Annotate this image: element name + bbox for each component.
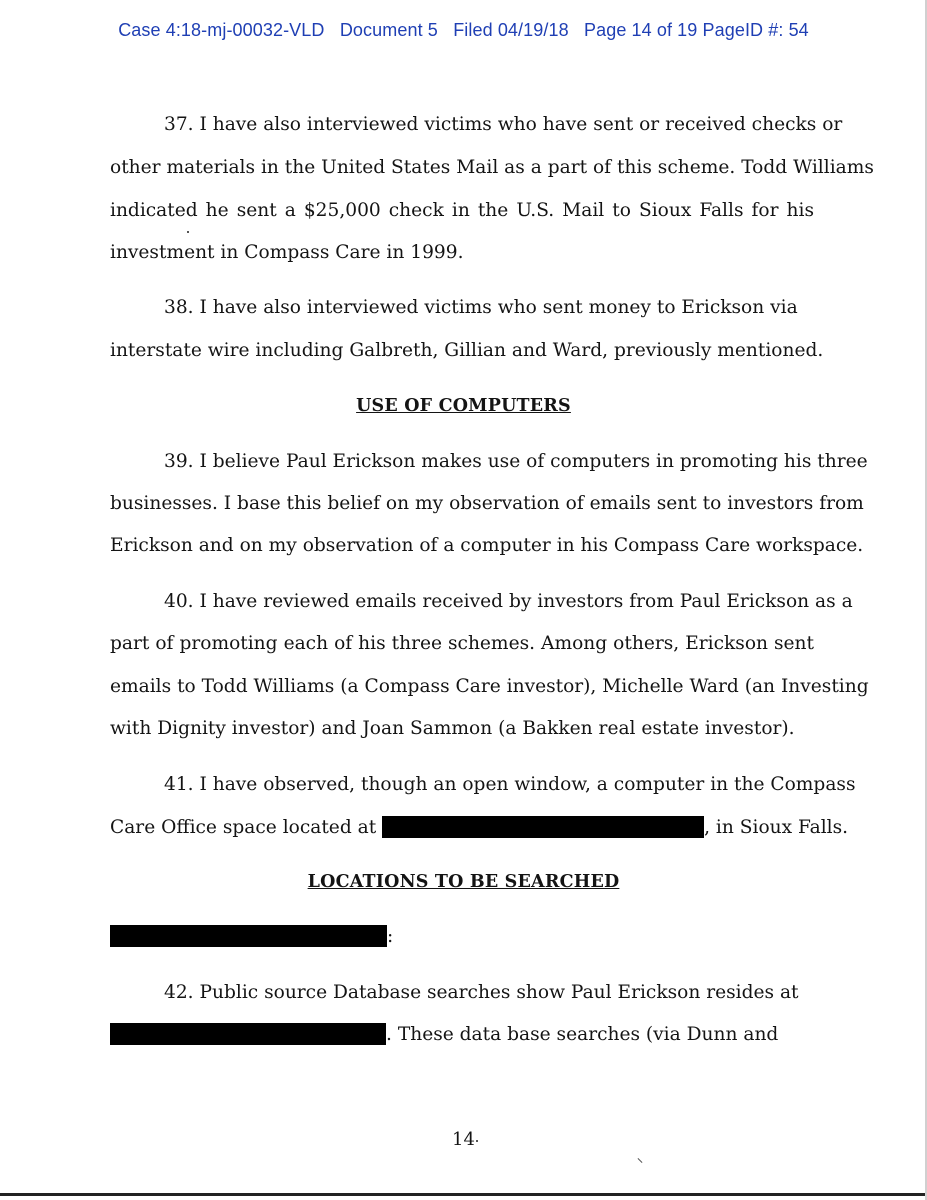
- paragraph-40-line-3: emails to Todd Williams (a Compass Care investor), Michelle Ward (an Investing: [110, 676, 869, 697]
- paragraph-37-line-2: other materials in the United States Mail as a part of this scheme. Todd Williams: [110, 157, 874, 178]
- paragraph-42-line-2: [110, 1023, 778, 1046]
- scan-speck: [187, 231, 189, 233]
- redaction-bar: [110, 925, 387, 947]
- case-header: [0, 20, 927, 41]
- redaction-bar: [110, 1023, 386, 1045]
- paragraph-42-text-after: . These data base searches (via Dunn and: [386, 1024, 779, 1045]
- page-id: PageID #: 54: [702, 20, 809, 40]
- page-number: 14: [452, 1129, 475, 1150]
- paragraph-38-line-1: 38. I have also interviewed victims who sent money to Erickson via: [164, 297, 798, 318]
- case-number: Case 4:18-mj-00032-VLD: [118, 20, 325, 40]
- paragraph-41-text-after: , in Sioux Falls.: [704, 817, 849, 838]
- location-line: [110, 925, 393, 948]
- scan-speck: [476, 1140, 478, 1142]
- paragraph-41-line-1: 41. I have observed, though an open window, a computer in the Compass: [164, 774, 856, 795]
- paragraph-37-line-4: investment in Compass Care in 1999.: [110, 242, 464, 263]
- paragraph-40-line-1: 40. I have reviewed emails received by investors from Paul Erickson as a: [164, 591, 853, 612]
- paragraph-42-line-1: 42. Public source Database searches show Paul Erickson resides at: [164, 982, 799, 1003]
- paragraph-40-line-2: part of promoting each of his three schemes. Among others, Erickson sent: [110, 633, 814, 654]
- filed-date: Filed 04/19/18: [453, 20, 569, 40]
- paragraph-37-line-3: indicated he sent a $25,000 check in the U.S. Mail to Sioux Falls for his: [110, 200, 814, 221]
- location-colon: :: [387, 926, 394, 947]
- paragraph-37-line-1: 37. I have also interviewed victims who have sent or received checks or: [164, 114, 843, 135]
- paragraph-39-line-2: businesses. I base this belief on my observation of emails sent to investors from: [110, 493, 864, 514]
- redaction-bar: [382, 816, 704, 838]
- paragraph-40-line-4: with Dignity investor) and Joan Sammon (a Bakken real estate investor).: [110, 718, 795, 739]
- paragraph-39-line-3: Erickson and on my observation of a computer in his Compass Care workspace.: [110, 535, 864, 556]
- heading-use-of-computers: USE OF COMPUTERS: [356, 396, 571, 416]
- paragraph-41-line-2: [110, 816, 848, 839]
- scan-speck: [638, 1158, 643, 1163]
- document-number: Document 5: [339, 20, 438, 40]
- paragraph-38-line-2: interstate wire including Galbreth, Gillian and Ward, previously mentioned.: [110, 340, 824, 361]
- scan-bottom-edge: [0, 1193, 927, 1196]
- paragraph-39-line-1: 39. I believe Paul Erickson makes use of computers in promoting his three: [164, 451, 868, 472]
- page-of: Page 14 of 19: [584, 20, 698, 40]
- heading-locations-to-be-searched: LOCATIONS TO BE SEARCHED: [307, 872, 620, 892]
- paragraph-41-text-before: Care Office space located at: [110, 817, 383, 838]
